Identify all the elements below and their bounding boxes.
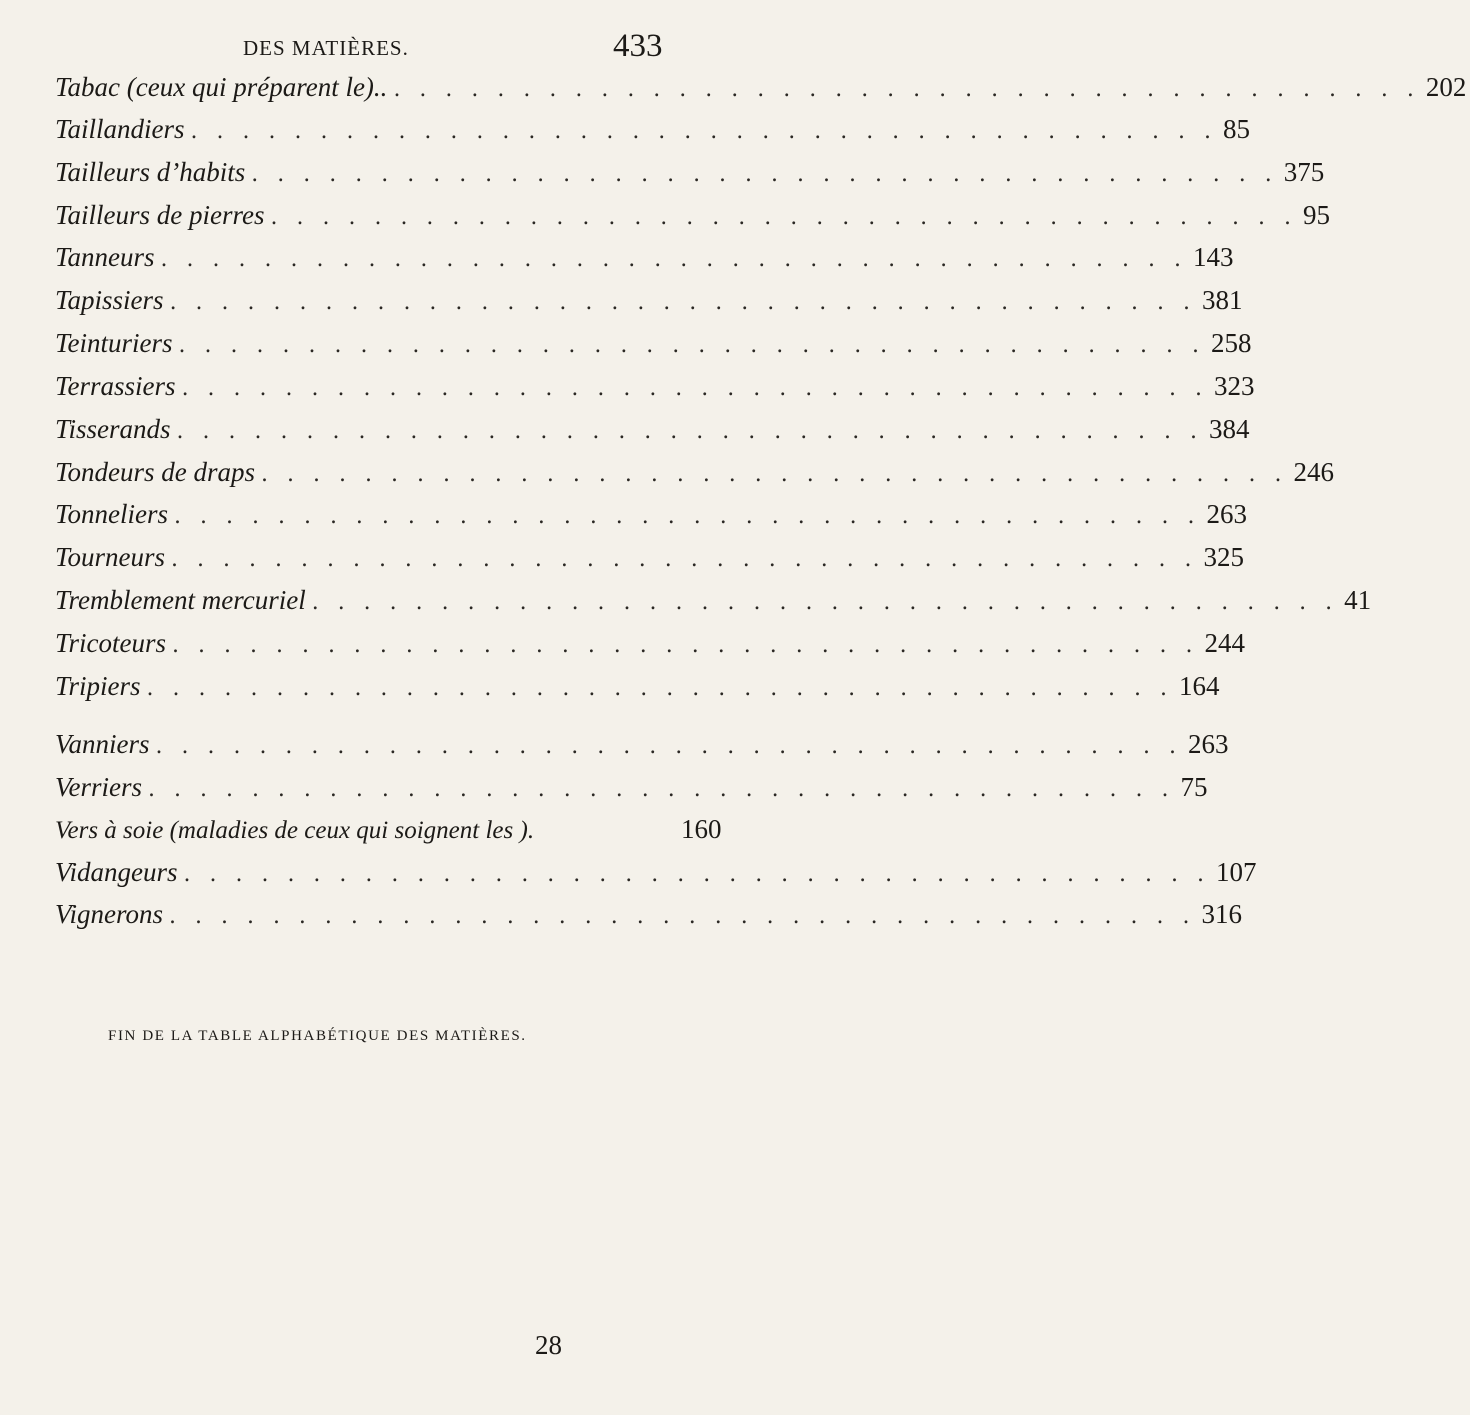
index-entry [55,457,1335,497]
index-entry [55,157,1325,197]
entry-page-ref: 75 [1180,772,1208,802]
dot-leader: . . . . . . . . . . . . . . . . . . . . . . . . . . . . . . . . . . . . . . . . [146,676,1174,701]
entry-page-ref: 258 [1211,328,1252,358]
entry-term: Vers à soie (maladies de ceux qui soignent les ). [55,817,535,844]
entry-term: Taillandiers [55,114,185,144]
entry-term: Tailleurs d’habits [55,157,246,187]
entry-term: Vignerons [55,899,163,929]
dot-leader: . . . . . . . . . . . . . . . . . . . . . . . . . . . . . . . . . . . . . . . . [174,504,1201,529]
dot-leader: . . . . . . . . . . . . . . . . . . . . . . . . . . . . . . . . . . . . . . . . [172,633,1199,658]
index-entry [55,814,725,854]
entry-term: Tisserands [55,414,171,444]
entry-term: Verriers [55,772,142,802]
entry-term: Vidangeurs [55,857,178,887]
page-header [0,28,800,78]
entry-term: Tricoteurs [55,628,167,658]
index-entry [55,114,1251,154]
page-number: 433 [613,28,663,64]
index-entry [55,857,1257,897]
dot-leader: . . . . . . . . . . . . . . . . . . . . . . . . . . . . . . . . . . . . . . . . [148,777,1175,802]
dot-leader: . . . . . . . . . . . . . . . . . . . . . . . . . . . . . . . . . . . . . . . . [311,590,1339,615]
entry-page-ref: 95 [1302,200,1330,230]
entry-page-ref: 202 [1425,72,1467,102]
entry-page-ref: 41 [1344,585,1372,615]
index-entry [55,371,1255,411]
index-entry [55,772,1208,812]
entry-page-ref: 384 [1209,414,1250,444]
end-of-index-note: FIN DE LA TABLE ALPHABÉTIQUE DES MATIÈRES. [108,1028,527,1044]
index-entry [55,72,1467,112]
entry-page-ref: 323 [1214,371,1255,401]
index-entry [55,542,1245,582]
dot-leader: . . . . . . . . . . . . . . . . . . . . . . . . . . . . . . . . . . . . . . . . [171,547,1198,572]
entry-term: Tailleurs de pierres [55,200,265,230]
dot-leader: . . . . . . . . . . . . . . . . . . . . . . . . . . . . . . . . . . . . . . . . [251,162,1278,187]
dot-leader: . . . . . . . . . . . . . . . . . . . . . . . . . . . . . . . . . . . . . . . . [169,290,1197,315]
dot-leader: . . . . . . . . . . . . . . . . . . . . . . . . . . . . . . . . . . . . . . . . [178,333,1206,358]
entry-term: Tremblement mercuriel [55,585,306,615]
index-entry [55,499,1247,539]
index-entry [55,328,1252,368]
entry-term: Vanniers [55,729,150,759]
index-entry [55,242,1234,282]
entry-page-ref: 160 [681,814,722,844]
dot-leader: . . . . . . . . . . . . . . . . . . . . . . . . . . . . . . . . . . . . . . . . [393,77,1420,102]
index-entry [55,414,1250,454]
signature-mark: 28 [535,1330,562,1360]
dot-leader: . . . . . . . . . . . . . . . . . . . . . . . . . . . . . . . . . . . . . . . . [169,904,1196,929]
index-entry [55,585,1372,625]
index-entry [55,729,1229,769]
dot-leader: . . . . . . . . . . . . . . . . . . . . . . . . . . . . . . . . . . . . . . . . [155,734,1182,759]
index-entry [55,628,1245,668]
entry-term: Tripiers [55,671,141,701]
dot-leader: . . . . . . . . . . . . . . . . . . . . . . . . . . . . . . . . . . . . . . . . [160,247,1188,272]
entry-term: Teinturiers [55,328,173,358]
entry-page-ref: 263 [1206,499,1247,529]
running-title: DES MATIÈRES. [243,36,409,60]
dot-leader: . . . . . . . . . . . . . . . . . . . . . . . . . . . . . . . . . . . . . . . . [176,419,1204,444]
entry-page-ref: 375 [1283,157,1325,187]
dot-leader: . . . . . . . . . . . . . . . . . . . . . . . . . . . . . . . . . . . . . . . . [261,462,1288,487]
entry-term: Tapissiers [55,285,164,315]
index-entry [55,200,1330,240]
entry-page-ref: 244 [1204,628,1245,658]
entry-term: Tanneurs [55,242,155,272]
entry-page-ref: 164 [1179,671,1220,701]
entry-term: Tourneurs [55,542,166,572]
dot-leader: . . . . . . . . . . . . . . . . . . . . . . . . . . . . . . . . . . . . . . . . [190,119,1218,144]
entry-term: Terrassiers [55,371,176,401]
dot-leader: . . . . . . . . . . . . . . . . . . . . . . . . . . . . . . . . . . . . . . . . [270,205,1297,230]
entry-page-ref: 85 [1223,114,1251,144]
entry-page-ref: 107 [1215,857,1257,887]
dot-leader: . . . . . . . . . . . . . . . . . . . . . . . . . . . . . . . . . . . . . . . . [181,376,1209,401]
index-entry [55,285,1243,325]
entry-page-ref: 246 [1293,457,1335,487]
entry-page-ref: 316 [1201,899,1242,929]
entry-term: Tabac (ceux qui préparent le).. [55,72,388,102]
dot-leader: . . . . . . . . . . . . . . . . . . . . . . . . . . . . . . . . . . . . . . . . [183,862,1210,887]
entry-page-ref: 143 [1193,242,1234,272]
index-entry [55,899,1242,939]
entry-term: Tonneliers [55,499,169,529]
entry-term: Tondeurs de draps [55,457,256,487]
index-entry [55,671,1220,711]
entry-page-ref: 381 [1202,285,1243,315]
entry-page-ref: 325 [1203,542,1245,572]
entry-page-ref: 263 [1187,729,1229,759]
